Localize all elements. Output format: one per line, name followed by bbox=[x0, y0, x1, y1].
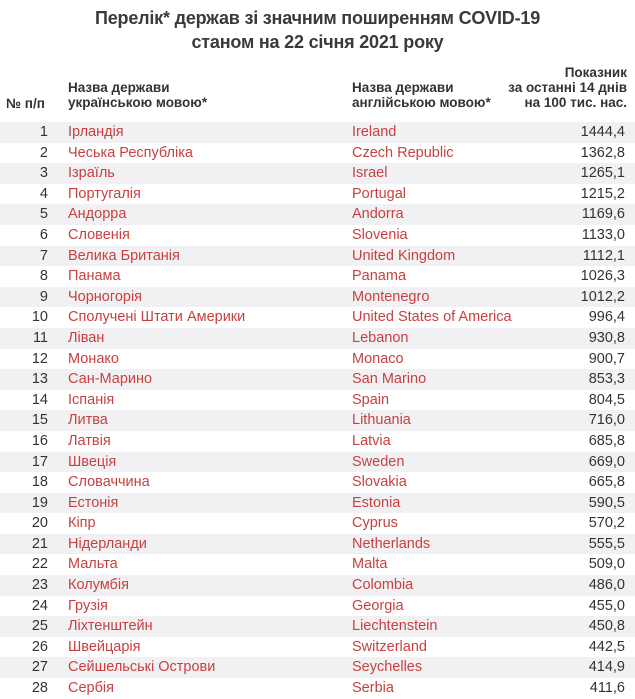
table-row bbox=[0, 307, 635, 328]
row-number: 17 bbox=[31, 453, 48, 470]
incidence-value: 1112,1 bbox=[582, 247, 625, 264]
table-row bbox=[0, 266, 635, 287]
incidence-value: 1444,4 bbox=[580, 124, 625, 140]
country-name-english: Cyprus bbox=[352, 515, 398, 532]
country-name-ukrainian: Монако bbox=[68, 350, 119, 367]
table-row bbox=[0, 678, 635, 699]
country-name-ukrainian: Нідерланди bbox=[68, 535, 147, 552]
country-name-english: Colombia bbox=[352, 577, 414, 594]
incidence-value: 1012,2 bbox=[580, 288, 625, 305]
column-header-english-name bbox=[352, 80, 491, 110]
incidence-value: 685,8 bbox=[588, 432, 625, 449]
page-title bbox=[0, 6, 635, 54]
country-name-english: Lithuania bbox=[352, 412, 411, 429]
country-name-english: Montenegro bbox=[352, 288, 430, 305]
country-name-ukrainian: Чеська Республіка bbox=[68, 144, 193, 161]
country-name-english: San Marino bbox=[352, 371, 427, 388]
title-line-2: станом на 22 січня 2021 року bbox=[191, 32, 444, 52]
row-number: 13 bbox=[31, 371, 48, 388]
country-name-ukrainian: Словенія bbox=[68, 226, 130, 243]
country-name-ukrainian: Мальта bbox=[68, 556, 118, 573]
row-number: 8 bbox=[39, 268, 48, 285]
row-number: 26 bbox=[31, 638, 48, 655]
country-name-english: Israel bbox=[352, 165, 388, 182]
incidence-value: 411,6 bbox=[589, 680, 625, 697]
country-name-ukrainian: Португалія bbox=[68, 185, 141, 202]
column-header-ukrainian-name bbox=[68, 80, 207, 110]
row-number: 3 bbox=[39, 165, 48, 182]
incidence-value: 1133,0 bbox=[581, 226, 625, 243]
country-name-ukrainian: Сполучені Штати Америки bbox=[68, 309, 246, 326]
country-name-english: Czech Republic bbox=[352, 144, 454, 161]
country-name-english: Portugal bbox=[352, 185, 407, 202]
incidence-value: 1026,3 bbox=[580, 268, 625, 285]
country-name-ukrainian: Литва bbox=[68, 412, 108, 429]
country-name-english: Monaco bbox=[352, 350, 404, 367]
incidence-value: 570,2 bbox=[588, 515, 625, 532]
incidence-value: 996,4 bbox=[588, 309, 625, 326]
country-name-english: Andorra bbox=[352, 206, 404, 223]
header-ua-line-1: Назва держави bbox=[68, 80, 170, 95]
country-name-english: Liechtenstein bbox=[352, 618, 438, 635]
table-row bbox=[0, 184, 635, 205]
incidence-value: 442,5 bbox=[588, 638, 625, 655]
incidence-value: 509,0 bbox=[588, 556, 625, 573]
header-en-line-1: Назва держави bbox=[352, 80, 454, 95]
column-header-number: № п/п bbox=[6, 96, 45, 111]
incidence-value: 930,8 bbox=[588, 329, 625, 346]
country-name-english: Ireland bbox=[352, 124, 397, 140]
country-name-ukrainian: Словаччина bbox=[68, 474, 150, 491]
row-number: 18 bbox=[31, 474, 48, 491]
country-name-english: Malta bbox=[352, 556, 388, 573]
table-row bbox=[0, 410, 635, 431]
table-row bbox=[0, 143, 635, 164]
country-name-english: Estonia bbox=[352, 494, 401, 511]
country-name-ukrainian: Швеція bbox=[68, 453, 117, 470]
row-number: 11 bbox=[32, 329, 48, 346]
table-row bbox=[0, 472, 635, 493]
row-number: 19 bbox=[31, 494, 48, 511]
table-row bbox=[0, 122, 635, 143]
row-number: 10 bbox=[31, 309, 48, 326]
row-number: 14 bbox=[31, 391, 48, 408]
country-name-english: United States of America bbox=[352, 309, 512, 326]
incidence-value: 665,8 bbox=[588, 474, 625, 491]
country-name-english: Switzerland bbox=[352, 638, 427, 655]
incidence-value: 486,0 bbox=[588, 577, 625, 594]
country-name-ukrainian: Грузія bbox=[68, 597, 108, 614]
header-val-line-1: Показник bbox=[564, 65, 627, 80]
row-number: 28 bbox=[31, 680, 48, 697]
incidence-value: 450,8 bbox=[588, 618, 625, 635]
row-number: 27 bbox=[31, 659, 48, 676]
incidence-value: 414,9 bbox=[588, 659, 625, 676]
country-name-ukrainian: Сербія bbox=[68, 680, 114, 697]
row-number: 15 bbox=[31, 412, 48, 429]
country-name-english: United Kingdom bbox=[352, 247, 456, 264]
table-row bbox=[0, 390, 635, 411]
table-row bbox=[0, 534, 635, 555]
country-name-ukrainian: Ліхтенштейн bbox=[68, 618, 153, 635]
country-name-ukrainian: Латвія bbox=[68, 432, 111, 449]
country-name-ukrainian: Ізраїль bbox=[68, 165, 115, 182]
incidence-value: 590,5 bbox=[588, 494, 625, 511]
row-number: 2 bbox=[39, 144, 48, 161]
country-name-ukrainian: Ліван bbox=[68, 329, 105, 346]
table-row bbox=[0, 637, 635, 658]
header-val-line-3: на 100 тис. нас. bbox=[524, 95, 627, 110]
row-number: 23 bbox=[31, 577, 48, 594]
country-name-english: Slovenia bbox=[352, 226, 408, 243]
country-name-english: Seychelles bbox=[352, 659, 423, 676]
table-row bbox=[0, 493, 635, 514]
table-row bbox=[0, 575, 635, 596]
incidence-value: 555,5 bbox=[588, 535, 625, 552]
row-number: 24 bbox=[31, 597, 48, 614]
country-name-ukrainian: Швейцарія bbox=[68, 638, 141, 655]
country-table bbox=[0, 122, 635, 699]
table-row bbox=[0, 452, 635, 473]
country-name-english: Netherlands bbox=[352, 535, 431, 552]
table-row bbox=[0, 596, 635, 617]
incidence-value: 900,7 bbox=[588, 350, 625, 367]
country-name-ukrainian: Іспанія bbox=[68, 391, 115, 408]
table-row bbox=[0, 616, 635, 637]
header-en-line-2: англійською мовою* bbox=[352, 95, 491, 110]
table-row bbox=[0, 163, 635, 184]
country-name-english: Sweden bbox=[352, 453, 405, 470]
incidence-value: 716,0 bbox=[588, 412, 625, 429]
country-name-ukrainian: Кіпр bbox=[68, 515, 96, 532]
country-name-ukrainian: Сейшельські Острови bbox=[68, 659, 216, 676]
row-number: 6 bbox=[39, 226, 48, 243]
header-val-line-2: за останні 14 днів bbox=[508, 80, 627, 95]
country-name-english: Lebanon bbox=[352, 329, 409, 346]
row-number: 25 bbox=[31, 618, 48, 635]
country-name-english: Georgia bbox=[352, 597, 404, 614]
table-row bbox=[0, 349, 635, 370]
row-number: 4 bbox=[39, 185, 48, 202]
column-header-indicator bbox=[508, 65, 627, 110]
table-row bbox=[0, 246, 635, 267]
table-row bbox=[0, 513, 635, 534]
country-name-ukrainian: Чорногорія bbox=[68, 288, 143, 305]
country-name-english: Serbia bbox=[352, 680, 394, 697]
title-line-1: Перелік* держав зі значним поширенням COVID-19 bbox=[94, 8, 541, 28]
row-number: 21 bbox=[31, 535, 48, 552]
incidence-value: 669,0 bbox=[588, 453, 625, 470]
country-name-english: Latvia bbox=[352, 432, 391, 449]
table-row bbox=[0, 657, 635, 678]
country-name-english: Slovakia bbox=[352, 474, 407, 491]
table-row bbox=[0, 328, 635, 349]
country-name-ukrainian: Велика Британія bbox=[68, 247, 180, 264]
row-number: 9 bbox=[39, 288, 48, 305]
row-number: 12 bbox=[31, 350, 48, 367]
country-name-english: Spain bbox=[352, 391, 390, 408]
incidence-value: 804,5 bbox=[588, 391, 625, 408]
row-number: 16 bbox=[31, 432, 48, 449]
table-row bbox=[0, 287, 635, 308]
incidence-value: 455,0 bbox=[588, 597, 625, 614]
header-ua-line-2: українською мовою* bbox=[68, 95, 208, 110]
row-number: 1 bbox=[39, 124, 48, 140]
incidence-value: 1362,8 bbox=[580, 144, 625, 161]
table-row bbox=[0, 225, 635, 246]
country-name-ukrainian: Ірландія bbox=[68, 124, 124, 140]
table-row bbox=[0, 554, 635, 575]
incidence-value: 1215,2 bbox=[580, 185, 625, 202]
country-name-ukrainian: Естонія bbox=[68, 494, 119, 511]
table-row bbox=[0, 204, 635, 225]
country-name-ukrainian: Панама bbox=[68, 268, 121, 285]
country-name-english: Panama bbox=[352, 268, 407, 285]
country-name-ukrainian: Сан-Марино bbox=[68, 371, 153, 388]
country-name-ukrainian: Колумбія bbox=[68, 577, 129, 594]
incidence-value: 1169,6 bbox=[581, 206, 625, 223]
table-row bbox=[0, 369, 635, 390]
row-number: 22 bbox=[31, 556, 48, 573]
table-row bbox=[0, 431, 635, 452]
row-number: 5 bbox=[39, 206, 48, 223]
row-number: 7 bbox=[39, 247, 48, 264]
incidence-value: 853,3 bbox=[588, 371, 625, 388]
incidence-value: 1265,1 bbox=[580, 165, 625, 182]
country-name-ukrainian: Андорра bbox=[68, 206, 127, 223]
row-number: 20 bbox=[31, 515, 48, 532]
